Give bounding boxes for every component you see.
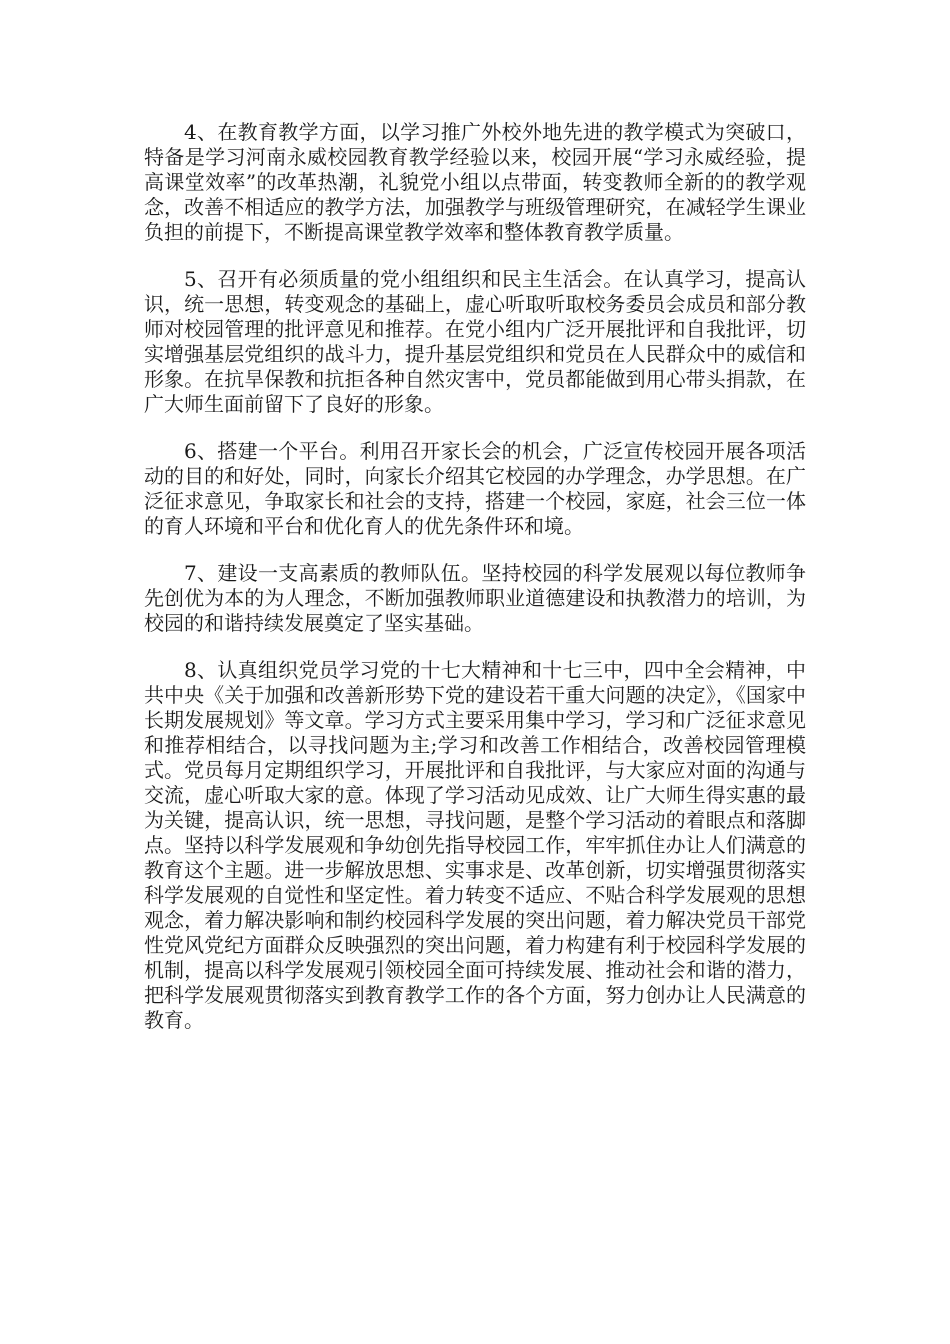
document-body xyxy=(144,120,806,1055)
paragraph-item-8: 8、认真组织党员学习党的十七大精神和十七三中，四中全会精神，中共中央《关于加强和改善新形势下党的建设若干重大问题的决定》，《国家中长期发展规划》等文章。学习方式主要采用集中学习，学习和广泛征求意见和推荐相结合，以寻找问题为主;学习和改善工作相结合，改善校园管理模式。党员每月定期组织学习，开展批评和自我批评，与大家应对面的沟通与交流，虚心听取大家的意。体现了学习活动见成效、让广大师生得实惠的最为关键，提高认识，统一思想，寻找问题，是整个学习活动的着眼点和落脚点。坚持以科学发展观和争幼创先指导校园工作，牢牢抓住办让人们满意的教育这个主题。进一步解放思想、实事求是、改革创新，切实增强贯彻落实科学发展观的自觉性和坚定性。着力转变不适应、不贴合科学发展观的思想观念，着力解决影响和制约校园科学发展的突出问题，着力解决党员干部党性党风党纪方面群众反映强烈的突出问题，着力构建有利于校园科学发展的机制，提高以科学发展观引领校园全面可持续发展、推动社会和谐的潜力，把科学发展观贯彻落实到教育教学工作的各个方面，努力创办让人民满意的教育。 xyxy=(144,658,806,1032)
paragraph-item-6: 6、搭建一个平台。利用召开家长会的机会，广泛宣传校园开展各项活动的目的和好处，同时，向家长介绍其它校园的办学理念，办学思想。在广泛征求意见，争取家长和社会的支持，搭建一个校园，家庭，社会三位一体的育人环境和平台和优化育人的优先条件环和境。 xyxy=(144,439,806,538)
paragraph-item-5: 5、召开有必须质量的党小组组织和民主生活会。在认真学习，提高认识，统一思想，转变观念的基础上，虚心听取听取校务委员会成员和部分教师对校园管理的批评意见和推荐。在党小组内广泛开展批评和自我批评，切实增强基层党组织的战斗力，提升基层党组织和党员在人民群众中的威信和形象。在抗旱保教和抗拒各种自然灾害中，党员都能做到用心带头捐款，在广大师生面前留下了良好的形象。 xyxy=(144,267,806,416)
paragraph-item-7: 7、建设一支高素质的教师队伍。坚持校园的科学发展观以每位教师争先创优为本的为人理念，不断加强教师职业道德建设和执教潜力的培训，为校园的和谐持续发展奠定了坚实基础。 xyxy=(144,561,806,635)
paragraph-item-4: 4、在教育教学方面，以学习推广外校外地先进的教学模式为突破口，特备是学习河南永威校园教育教学经验以来，校园开展“学习永威经验，提高课堂效率”的改革热潮，礼貌党小组以点带面，转变教师全新的的教学观念，改善不相适应的教学方法，加强教学与班级管理研究，在减轻学生课业负担的前提下，不断提高课堂教学效率和整体教育教学质量。 xyxy=(144,120,806,244)
